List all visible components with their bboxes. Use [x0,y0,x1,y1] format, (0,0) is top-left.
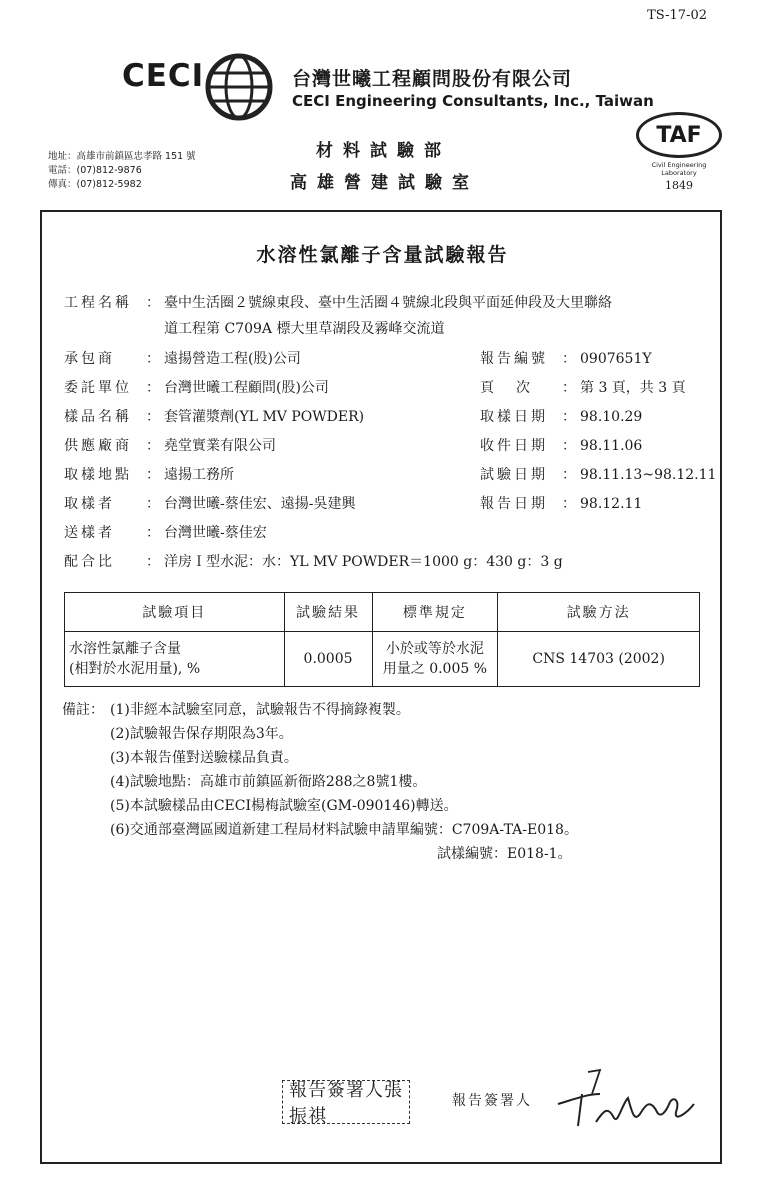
contractor-label: 承包商 [64,351,115,367]
phone: 電話：(07)812-9876 [48,165,142,176]
receipt-date-value: 98.11.06 [580,438,643,454]
page-row: 頁次 ： 第 3 頁，共 3 頁 [480,377,686,397]
supplier-label: 供應廠商 [64,438,132,454]
taf-logo-icon: TAF [636,112,722,158]
sampling-date-row: 取樣日期 ： 98.10.29 [480,406,642,426]
company-name-en: CECI Engineering Consultants, Inc., Taiwan [292,92,654,110]
mix-ratio-row: 配合比 ： 洋房Ｉ型水泥：水：YL MV POWDER＝1000 g：430 g：3 g [64,551,563,571]
receipt-date-row: 收件日期 ： 98.11.06 [480,435,642,455]
taf-accreditation-mark [636,112,722,204]
report-date-label: 報告日期 [480,496,548,512]
report-date-row: 報告日期 ： 98.12.11 [480,493,642,513]
contractor-value: 遠揚營造工程(股)公司 [164,351,301,367]
report-no-value: 0907651Y [580,351,652,367]
cell-test-item [65,632,285,687]
sample-name-row: 樣品名稱 ： 套管灌漿劑(YL MV POWDER) [64,406,364,426]
project-line2: 道工程第 C709A 標大里草湖段及霧峰交流道 [164,321,445,337]
mix-ratio-label: 配合比 [64,554,115,570]
results-table [64,592,700,687]
submitter-value: 台灣世曦-蔡佳宏 [164,525,267,541]
mix-ratio-value: 洋房Ｉ型水泥：水：YL MV POWDER＝1000 g：430 g：3 g [164,554,563,570]
test-date-row: 試驗日期 ： 98.11.13~98.12.11 [480,464,716,484]
report-title: 水溶性氯離子含量試驗報告 [256,244,509,266]
document-code: TS-17-02 [647,8,707,23]
standard-line2: 用量之 0.005 % [382,661,488,677]
client-label: 委託單位 [64,380,132,396]
report-no-row: 報告編號 ： 0907651Y [480,348,652,368]
sampler-value: 台灣世曦-蔡佳宏、遠揚-吳建興 [164,496,356,512]
sampling-site-row: 取樣地點 ： 遠揚工務所 [64,464,234,484]
table-row [65,632,700,687]
taf-sub-line2: Laboratory [661,169,697,177]
sample-name-label: 樣品名稱 [64,409,132,425]
note-item-3: (3)本報告僅對送驗樣品負責。 [110,750,298,766]
department-name: 材料試驗部 [316,141,451,161]
taf-number: 1849 [665,179,693,192]
handwritten-signature-icon [548,1064,698,1138]
client-row: 委託單位 ： 台灣世曦工程顧問(股)公司 [64,377,329,397]
page-label: 頁次 [480,380,552,396]
standard-line1: 小於或等於水泥 [385,641,484,657]
ceci-globe-icon [204,52,274,122]
cell-test-result: 0.0005 [284,632,372,687]
signer-label: 報告簽署人 [452,1093,532,1109]
laboratory-name: 高雄營建試驗室 [290,173,479,193]
note-item-4: (4)試驗地點：高雄市前鎮區新衙路288之8號1樓。 [110,774,427,790]
test-item-line2: (相對於水泥用量), % [69,661,201,677]
project-label: 工程名稱 [64,295,132,311]
project-line1: 臺中生活圈２號線東段、臺中生活圈４號線北段與平面延伸段及大里聯絡 [164,295,612,311]
note-item-6: (6)交通部臺灣區國道新建工程局材料試驗申請單編號：C709A-TA-E018。 [110,822,578,838]
supplier-value: 堯堂實業有限公司 [164,438,276,454]
sampling-site-value: 遠揚工務所 [164,467,234,483]
note-item-5: (5)本試驗樣品由CECI楊梅試驗室(GM-090146)轉送。 [110,798,458,814]
page-value: 第 3 頁，共 3 頁 [580,380,686,396]
contractor-row: 承包商 ： 遠揚營造工程(股)公司 [64,348,301,368]
company-name-cn: 台灣世曦工程顧問股份有限公司 [292,68,573,90]
receipt-date-label: 收件日期 [480,438,548,454]
header-test-result: 試驗結果 [284,593,372,632]
note-item-1: (1)非經本試驗室同意，試驗報告不得摘錄複製。 [110,702,410,718]
header-test-method: 試驗方法 [498,593,700,632]
sampler-label: 取樣者 [64,496,115,512]
sampling-date-value: 98.10.29 [580,409,643,425]
cell-test-method: CNS 14703 (2002) [498,632,700,687]
sampler-row: 取樣者 ： 台灣世曦-蔡佳宏、遠揚-吳建興 [64,493,355,513]
report-date-value: 98.12.11 [580,496,643,512]
fax: 傳真：(07)812-5982 [48,179,142,190]
notes-label: 備註： [62,702,104,718]
submitter-label: 送樣者 [64,525,115,541]
taf-sub-line1: Civil Engineering [651,161,707,169]
header-standard: 標準規定 [372,593,498,632]
address: 地址：高雄市前鎮區忠孝路 151 號 [48,151,196,162]
submitter-row: 送樣者 ： 台灣世曦-蔡佳宏 [64,522,267,542]
table-header-row [65,593,700,632]
ceci-logo-text: CECI [122,58,205,94]
client-value: 台灣世曦工程顧問(股)公司 [164,380,329,396]
report-no-label: 報告編號 [480,351,548,367]
test-item-line1: 水溶性氯離子含量 [69,641,181,657]
sampling-site-label: 取樣地點 [64,467,132,483]
contact-info [48,150,196,192]
sample-number: 試樣編號：E018-1。 [437,846,572,862]
header-test-item: 試驗項目 [65,593,285,632]
sampling-date-label: 取樣日期 [480,409,548,425]
sample-name-value: 套管灌漿劑(YL MV POWDER) [164,409,365,425]
signer-stamp: 報告簽署人張振祺 [282,1080,410,1124]
note-item-2: (2)試驗報告保存期限為3年。 [110,726,293,742]
cell-standard [372,632,498,687]
test-date-value: 98.11.13~98.12.11 [580,467,717,483]
test-date-label: 試驗日期 [480,467,548,483]
supplier-row: 供應廠商 ： 堯堂實業有限公司 [64,435,276,455]
project-row: 工程名稱 ： 臺中生活圈２號線東段、臺中生活圈４號線北段與平面延伸段及大里聯絡 [64,292,612,312]
